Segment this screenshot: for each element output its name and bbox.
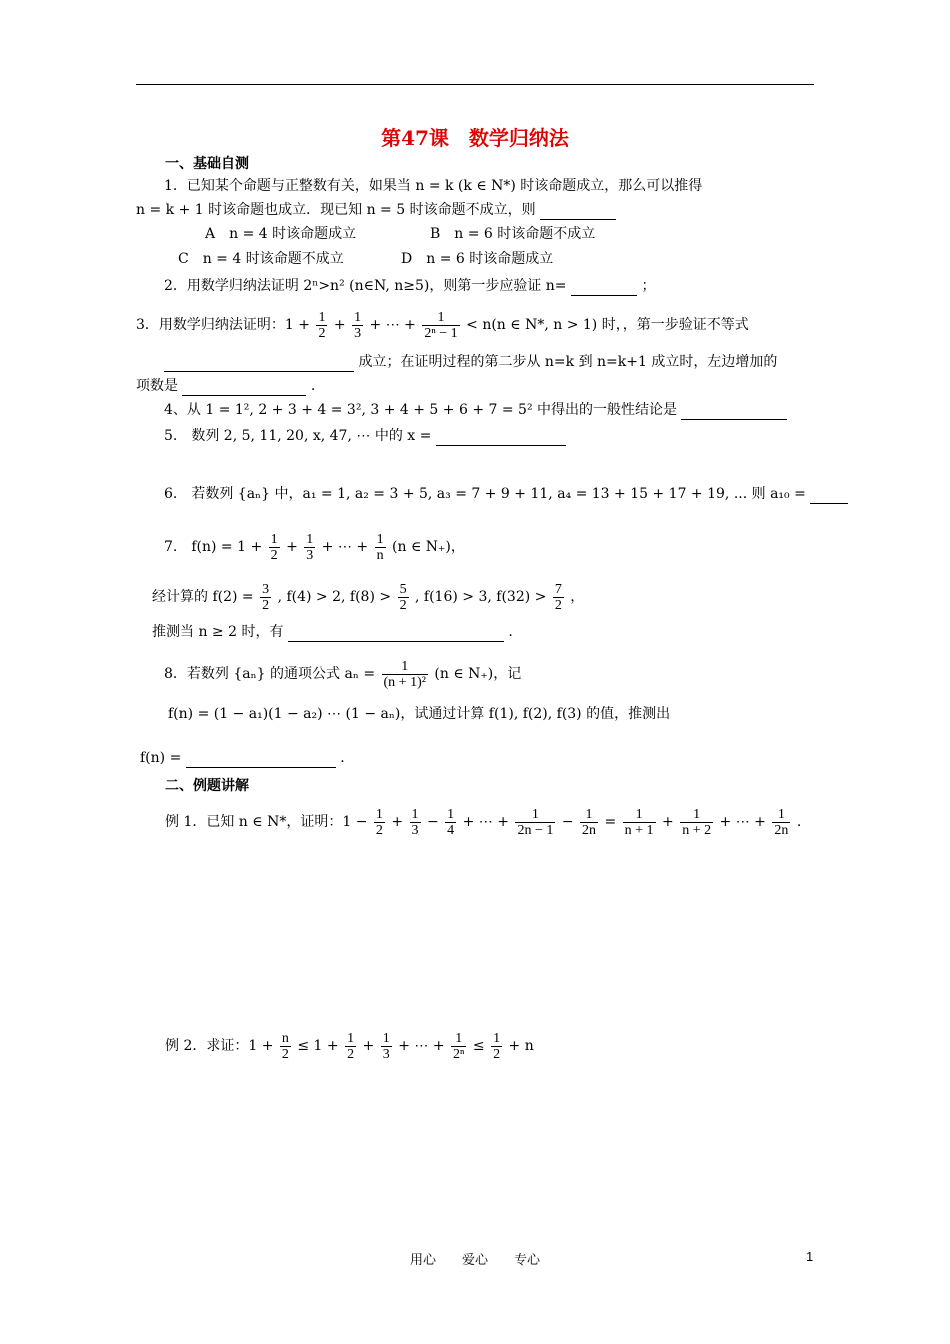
q3-line2: 成立；在证明过程的第二步从 n=k 到 n=k+1 成立时，左边增加的 [164, 352, 777, 372]
q1-option-b: B n = 6 时该命题不成立 [430, 226, 596, 242]
fraction-1-2n: $\frac{1}{2n}$ [774, 806, 789, 838]
q1-option-a: A n = 4 时该命题成立 [205, 226, 357, 242]
fraction-1-n: $\frac{1}{n}$ [376, 531, 384, 563]
q5-answer-blank[interactable] [436, 429, 566, 446]
fraction-1-2n-minus-1: $\frac{1}{2n - 1}$ [517, 806, 554, 838]
q6-line: 6. 若数列 {aₙ} 中，a₁ = 1, a₂ = 3 + 5, a₃ = 7 + 9 + 11, a₄ = 13 + 15 + 17 + 19, ... 则 a₁₀ = [164, 484, 848, 504]
q1-line2 [136, 200, 616, 220]
q6-answer-blank[interactable] [810, 487, 848, 504]
q8-line2: f(n) = (1 − a₁)(1 − a₂) ⋯ (1 − aₙ)，试通过计算 f(1), f(2), f(3) 的值，推测出 [168, 706, 671, 722]
fraction-1-2-pow-n: $\frac{1}{\text{2ⁿ}}$ [453, 1030, 465, 1062]
q3-mid: < n(n ∈ N*, n > 1) 时，，第一步验证不等式 [466, 317, 749, 333]
q7-line1: 7. f(n) = 1 + $\frac{1}{2}$ + $\frac{1}{3}$ + ⋯ + $\frac{1}{n}$ (n ∈ N₊)， [164, 531, 465, 563]
q8-answer-blank[interactable] [186, 751, 336, 768]
q2-answer-blank[interactable] [571, 279, 637, 296]
q3-lead: 3．用数学归纳法证明：1 + [136, 317, 310, 333]
q7-line3: 推测当 n ≥ 2 时，有 . [152, 624, 513, 640]
section-heading-examples: 二、例题讲解 [165, 778, 249, 794]
fraction-1-3: $\frac{1}{3}$ [354, 309, 362, 341]
q3-line3: 项数是 . [136, 378, 316, 394]
q4-answer-blank[interactable] [681, 403, 787, 420]
q8-line3: f(n) = . [140, 750, 345, 766]
q3-inequality-blank[interactable] [164, 355, 354, 372]
q2-line [164, 276, 655, 296]
q1-answer-blank[interactable] [540, 203, 616, 220]
fraction-1-2n: $\frac{1}{2n}$ [582, 806, 596, 838]
q1-line2-text: n = k + 1 时该命题也成立．现已知 n = 5 时该命题不成立，则 [136, 202, 536, 218]
fraction-1-n-plus-2: $\frac{1}{n + 2}$ [682, 806, 712, 838]
fraction-n-2: $\frac{n}{2}$ [281, 1030, 289, 1062]
fraction-1-over-n-plus-1-squared: $\frac{1}{\text{(n + 1)²}}$ [383, 658, 426, 690]
fraction-5-2: $\frac{5}{2}$ [399, 581, 407, 613]
fraction-1-2: $\frac{1}{2}$ [347, 1030, 355, 1062]
fraction-3-2: $\frac{3}{2}$ [262, 581, 270, 613]
fraction-1-3: $\frac{1}{3}$ [411, 806, 419, 838]
page-footer: 用心 爱心 专心 [409, 1253, 540, 1268]
example1-line: 例 1．已知 n ∈ N*，证明：1 − $\frac{1}{2}$ + $\frac{1}{3}$ − $\frac{1}{4}$ + ⋯ + $\frac{1}{2n - 1}$ − $\frac{1}{2n}$ = $\frac{1}{n + 1}$ + $\frac{1}{n + 2}$ + ⋯ + $\frac{1}{2n}$ . [165, 806, 802, 838]
q4-line: 4、从 1 = 1², 2 + 3 + 4 = 3², 3 + 4 + 5 + 6 + 7 = 5² 中得出的一般性结论是 [164, 400, 787, 420]
fraction-1-2: $\frac{1}{2}$ [493, 1030, 501, 1062]
fraction-1-2: $\frac{1}{2}$ [318, 309, 326, 341]
q2-tail: ； [641, 278, 656, 294]
fraction-1-n-plus-1: $\frac{1}{n + 1}$ [624, 806, 654, 838]
page-number: 1 [806, 1249, 814, 1264]
q1-line1: 1．已知某个命题与正整数有关，如果当 n = k (k ∈ N*) 时该命题成立，那么可以推得 [164, 178, 703, 194]
q1-option-d: D n = 6 时该命题成立 [401, 251, 554, 267]
example2-line: 例 2．求证：1 + $\frac{n}{2}$ ≤ 1 + $\frac{1}{2}$ + $\frac{1}{3}$ + ⋯ + $\frac{1}{\text{2ⁿ}}$ ≤ $\frac{1}{2}$ + n [165, 1030, 534, 1062]
fraction-1-2: $\frac{1}{2}$ [270, 531, 278, 563]
q8-line1: 8．若数列 {aₙ} 的通项公式 aₙ = $\frac{1}{\text{(n + 1)²}}$ (n ∈ N₊)，记 [164, 658, 522, 690]
fraction-1-2n-minus-1: $\frac{1}{\text{2ⁿ − 1}}$ [424, 309, 458, 341]
section-heading-basic: 一、基础自测 [165, 156, 249, 172]
fraction-1-3: $\frac{1}{3}$ [306, 531, 314, 563]
fraction-1-3: $\frac{1}{3}$ [382, 1030, 390, 1062]
q7-answer-blank[interactable] [288, 625, 504, 642]
q3-line1: 3．用数学归纳法证明：1 + $\frac{1}{2}$ + $\frac{1}{3}$ + ⋯ + $\frac{1}{\text{2ⁿ − 1}}$ < n(n ∈ N*, n > 1) 时，，第一步验证不等式 [136, 309, 749, 341]
header-rule [136, 84, 814, 85]
q7-line2: 经计算的 f(2) = $\frac{3}{2}$ , f(4) > 2, f(8) > $\frac{5}{2}$ , f(16) > 3, f(32) > $\frac{7}{2}$ ， [152, 581, 585, 613]
q2-text: 2．用数学归纳法证明 2ⁿ>n² (n∈N, n≥5)，则第一步应验证 n= [164, 278, 567, 294]
fraction-1-2: $\frac{1}{2}$ [375, 806, 383, 838]
q3-terms-blank[interactable] [182, 379, 306, 396]
page-title: 第47课 数学归纳法 [381, 126, 569, 150]
fraction-7-2: $\frac{7}{2}$ [554, 581, 562, 613]
q5-line: 5. 数列 2, 5, 11, 20, x, 47, ⋯ 中的 x = [164, 426, 566, 446]
q1-option-c: C n = 4 时该命题不成立 [178, 251, 344, 267]
fraction-1-4: $\frac{1}{4}$ [447, 806, 455, 838]
